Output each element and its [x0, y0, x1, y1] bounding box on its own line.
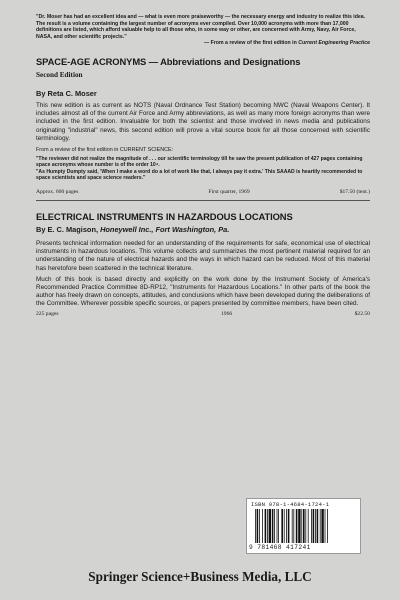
book1-edition: Second Edition — [36, 70, 83, 79]
book1-review-intro: From a review of the first edition in CURRENT SCIENCE: — [36, 146, 174, 153]
review-quote-text: "Dr. Moser has had an excellent idea and — what is even more praiseworthy — the necessary energy and industry to realize this idea. The result is a volume containing the largest number of acronyms ever compiled. Over 10,000 acronyms with more than 17,000 definitions are listed, which afford valuable help to all those who, in some way or other, are concerned with Army, Navy, Air Force, NASA, and other scientific projects." — [36, 14, 366, 40]
book1-price: $17.50 (tent.) — [339, 189, 370, 196]
barcode-icon — [255, 509, 355, 543]
book2-title: ELECTRICAL INSTRUMENTS IN HAZARDOUS LOCATIONS — [36, 211, 293, 223]
book1-review-quote-2: "As Humpty Dumpty said, 'When I make a word do a lot of work like that, I always pay it extra.' This SAAAD is heartily recommended to space scientists and space science readers." — [36, 168, 363, 182]
book1-description: This new edition is as current as NOTS (Naval Ordnance Test Station) becoming NWC (Naval Weapons Center). It includes almost all of the current Air Force and Army abbreviations, as well as many more foreign acronyms than were included in the first edition. Invaluable for both the scientist and those involved in news media and publications originating "industrial" news, this second edition will prove a vital source book for all those concerned with scientific terminology. — [36, 101, 370, 142]
barcode-number: 9 781468 417241 — [249, 544, 311, 551]
isbn-text: ISBN 978-1-4684-1724-1 — [251, 501, 330, 508]
book2-info — [36, 311, 370, 317]
book2-date: 1966 — [220, 310, 233, 317]
back-cover-content — [36, 14, 370, 317]
book1-pages: Approx. 600 pages — [36, 189, 79, 196]
book2-pages: 225 pages — [36, 310, 59, 317]
book2-price: $22.50 — [354, 310, 370, 317]
book2-description-1: Presents technical information needed for an understanding of the requirements for safe, economical use of electrical instruments in hazardous locations. This volume collects and summarizes the most pertinent material required for an understanding of the nature of electrical hazards and the ways in which hazard can be reduced. Most of this material has heretofore been scattered in the technical literature. — [36, 240, 370, 272]
book1-author: By Reta C. Moser — [36, 88, 97, 98]
book2-description-2: Much of this book is based directly and explicitly on the work done by the Instrument Society of America's Recommended Practice Committee 8D-RP12, "Instruments for Hazardous Locations." In other parts of the book the author has freely drawn on concepts, attitudes, and conclusions which have been developed during the deliberations of the Committee. Wherever possible specific sources, or papers presented by committee members, have been cited. — [36, 275, 370, 308]
barcode-label — [246, 498, 361, 554]
book1-review-quote-1: "The reviewer did not realize the magnitude of . . . our scientific terminology till he saw the present publication of 427 pages containing space acronyms whose number is of the order 10⁴. — [36, 155, 363, 169]
book2-author: By E. C. Magison, Honeywell Inc., Fort Washington, Pa. — [36, 225, 230, 235]
review-quote-source: — From a review of the first edition in Current Engineering Practice — [203, 40, 370, 47]
section-divider — [36, 200, 370, 201]
book1-info — [36, 189, 370, 195]
book2-affiliation: Honeywell Inc., Fort Washington, Pa. — [100, 225, 230, 235]
book1-date: First quarter, 1969 — [208, 189, 250, 196]
review-quote — [36, 14, 370, 47]
book1-title: SPACE-AGE ACRONYMS — Abbreviations and Designations — [36, 55, 301, 67]
publisher-name: Springer Science+Business Media, LLC — [88, 569, 312, 584]
